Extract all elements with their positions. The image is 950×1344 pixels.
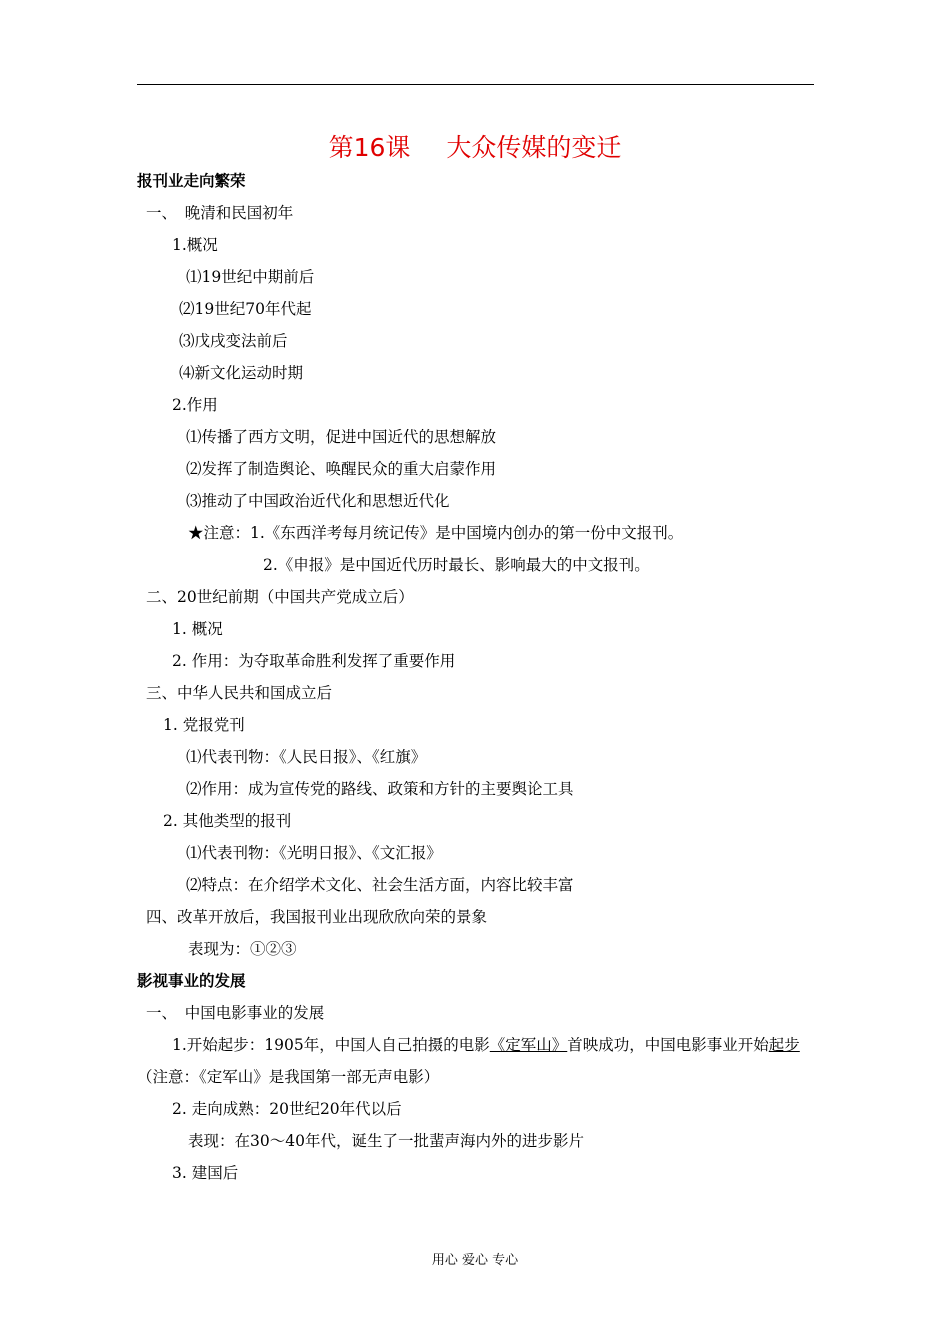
note-line: （注意：《定军山》是我国第一部无声电影） <box>137 1068 440 1086</box>
list-item: ⑵特点：在介绍学术文化、社会生活方面，内容比较丰富 <box>186 876 574 894</box>
sub-heading: 1. 概况 <box>172 620 223 638</box>
list-item: ⑵作用：成为宣传党的路线、政策和方针的主要舆论工具 <box>186 780 574 798</box>
list-item: ⑴19世纪中期前后 <box>186 268 315 286</box>
list-item: ⑴代表刊物：《光明日报》、《文汇报》 <box>186 844 442 862</box>
note-line: ★注意：1.《东西洋考每月统记传》是中国境内创办的第一份中文报刊。 <box>188 524 684 542</box>
list-item: ⑶推动了中国政治近代化和思想近代化 <box>186 492 450 510</box>
list-item: ⑶戊戌变法前后 <box>179 332 288 350</box>
sub-heading: 1.概况 <box>172 236 218 254</box>
lesson-number: 第16课 <box>328 133 411 162</box>
list-item: ⑴传播了西方文明，促进中国近代的思想解放 <box>186 428 497 446</box>
film-title: 《定军山》 <box>489 1036 568 1054</box>
list-item: 表现为：①②③ <box>188 940 297 958</box>
list-item: 表现：在30～40年代，诞生了一批蜚声海内外的进步影片 <box>188 1132 584 1150</box>
underlined-term: 起步 <box>768 1036 800 1054</box>
note-line: 2.《申报》是中国近代历时最长、影响最大的中文报刊。 <box>263 556 650 574</box>
part-heading: 二、20世纪前期（中国共产党成立后） <box>146 588 414 606</box>
list-item: ⑵19世纪70年代起 <box>179 300 312 318</box>
list-item: ⑴代表刊物：《人民日报》、《红旗》 <box>186 748 427 766</box>
text-run: 首映成功，中国电影事业开始 <box>567 1036 769 1054</box>
sub-heading: 3. 建国后 <box>172 1164 239 1182</box>
sub-heading: 2.作用 <box>172 396 218 414</box>
part-heading: 三、中华人民共和国成立后 <box>146 684 333 702</box>
text-run: 1.开始起步：1905年，中国人自己拍摄的电影 <box>172 1036 490 1054</box>
sub-heading: 2. 作用：为夺取革命胜利发挥了重要作用 <box>172 652 456 670</box>
sub-heading: 2. 走向成熟：20世纪20年代以后 <box>172 1100 402 1118</box>
header-rule <box>137 84 814 85</box>
list-item: ⑷新文化运动时期 <box>179 364 304 382</box>
lesson-topic: 大众传媒的变迁 <box>446 133 622 162</box>
lesson-title <box>0 128 950 164</box>
list-item: ⑵发挥了制造舆论、唤醒民众的重大启蒙作用 <box>186 460 497 478</box>
section-heading-film: 影视事业的发展 <box>137 972 246 990</box>
sub-heading: 2. 其他类型的报刊 <box>163 812 292 830</box>
sub-heading: 1. 党报党刊 <box>163 716 245 734</box>
part-heading: 一、 晚清和民国初年 <box>146 204 294 222</box>
section-heading-press: 报刊业走向繁荣 <box>137 172 246 190</box>
paragraph-line <box>172 1035 800 1055</box>
page-footer: 用心 爱心 专心 <box>431 1253 519 1268</box>
part-heading: 一、 中国电影事业的发展 <box>146 1004 325 1022</box>
part-heading: 四、改革开放后，我国报刊业出现欣欣向荣的景象 <box>146 908 488 926</box>
